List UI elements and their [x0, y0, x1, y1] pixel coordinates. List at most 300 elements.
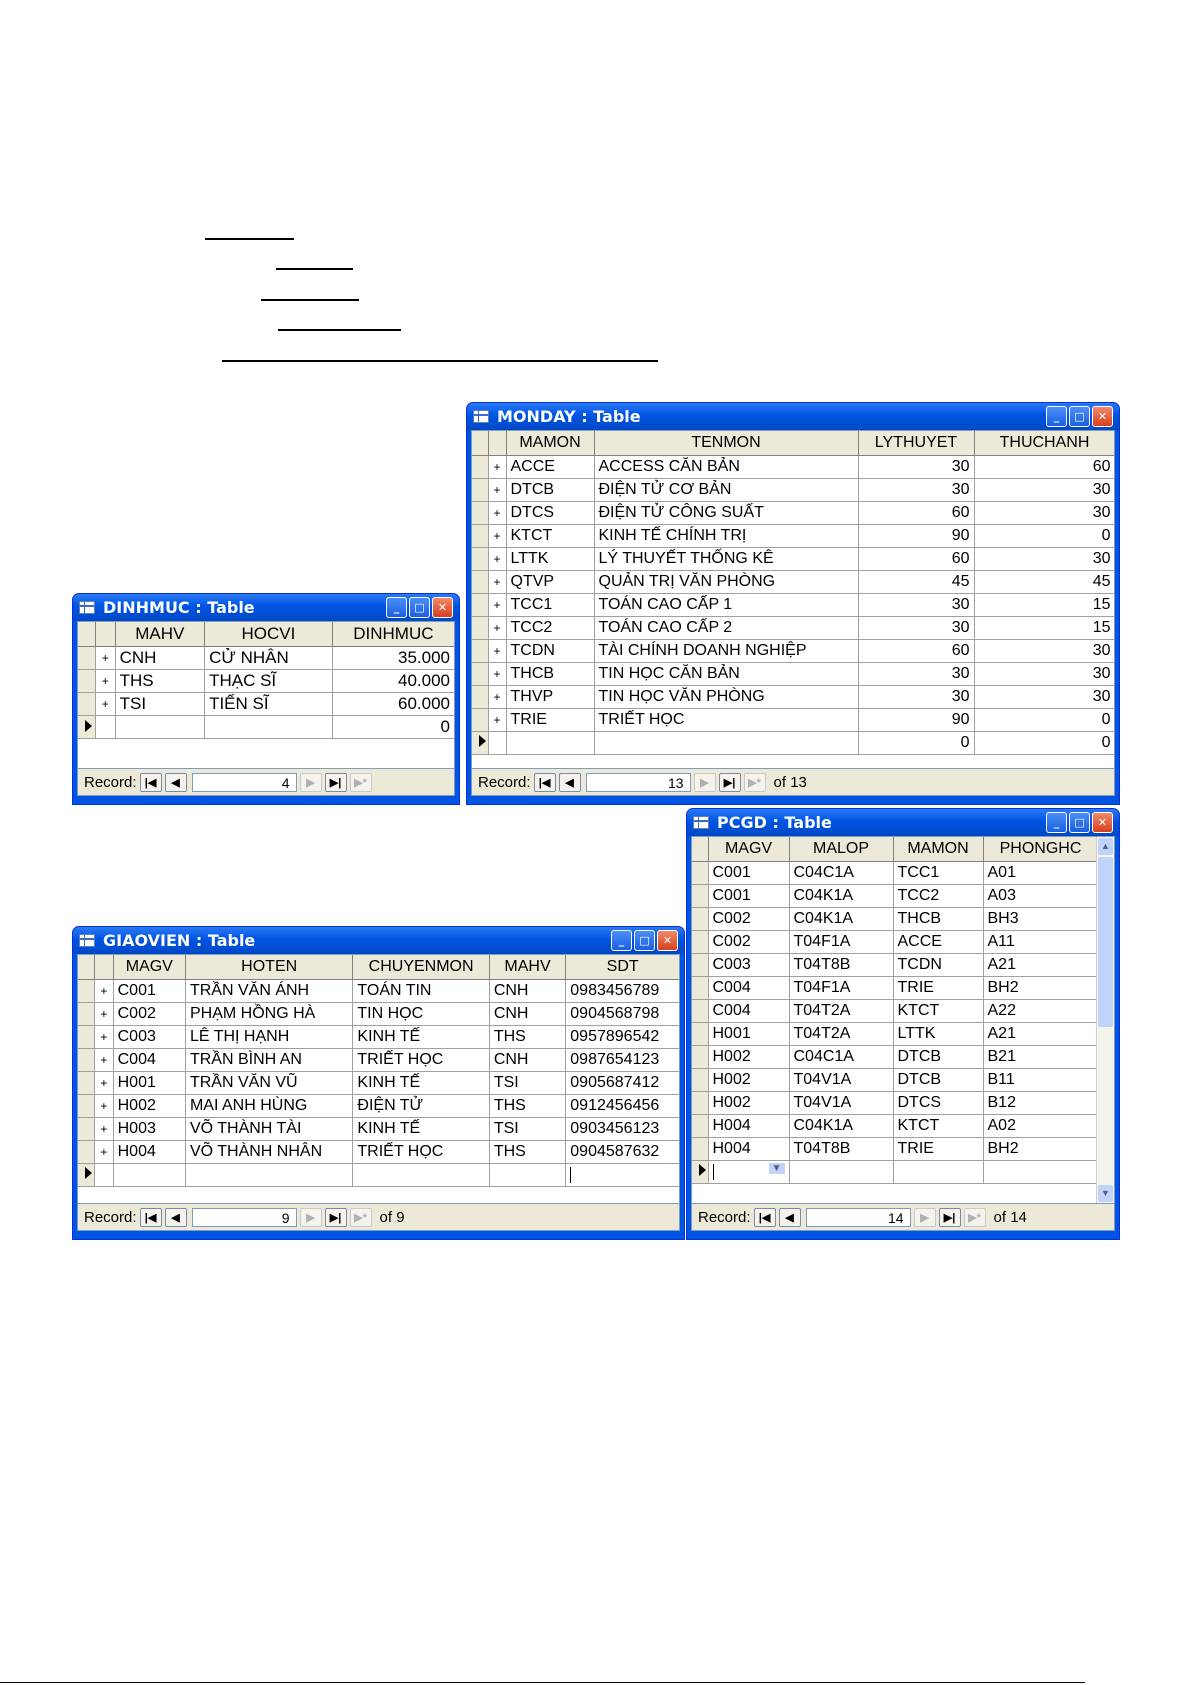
expand-icon[interactable]: +: [488, 525, 506, 548]
cell[interactable]: TSI: [489, 1118, 565, 1141]
row-selector[interactable]: [692, 954, 708, 977]
pcgd-titlebar[interactable]: [687, 809, 1119, 836]
row-selector[interactable]: [692, 931, 708, 954]
table-row[interactable]: [692, 1069, 1098, 1092]
table-row[interactable]: [692, 1138, 1098, 1161]
row-selector[interactable]: [78, 1095, 95, 1118]
cell[interactable]: 90: [858, 709, 974, 732]
cell[interactable]: [113, 1164, 185, 1187]
cell[interactable]: 0: [332, 716, 454, 739]
cell[interactable]: 15: [974, 594, 1115, 617]
column-header-thuchanh[interactable]: THUCHANH: [974, 431, 1115, 456]
cell[interactable]: 30: [858, 686, 974, 709]
cell[interactable]: C004: [708, 977, 789, 1000]
table-row[interactable]: [78, 1003, 680, 1026]
row-selector[interactable]: [472, 663, 488, 686]
cell[interactable]: KINH TẾ: [353, 1026, 489, 1049]
table-row[interactable]: [692, 931, 1098, 954]
cell[interactable]: QUẢN TRỊ VĂN PHÒNG: [594, 571, 858, 594]
table-row[interactable]: [78, 693, 455, 716]
table-row[interactable]: [78, 1095, 680, 1118]
close-icon[interactable]: ✕: [432, 597, 453, 618]
new-record-row[interactable]: [692, 1161, 1098, 1184]
first-record-icon[interactable]: |◀: [140, 773, 162, 792]
table-row[interactable]: [692, 1046, 1098, 1069]
table-row[interactable]: [472, 686, 1115, 709]
cell[interactable]: A03: [983, 885, 1098, 908]
column-header-tenmon[interactable]: TENMON: [594, 431, 858, 456]
expand-icon[interactable]: +: [95, 1141, 114, 1164]
row-selector[interactable]: [78, 1141, 95, 1164]
column-header-lythuyet[interactable]: LYTHUYET: [858, 431, 974, 456]
cell[interactable]: TIN HỌC: [353, 1003, 489, 1026]
cell[interactable]: 30: [974, 686, 1115, 709]
row-selector[interactable]: [692, 908, 708, 931]
cell[interactable]: 15: [974, 617, 1115, 640]
maximize-icon[interactable]: □: [1069, 812, 1090, 833]
table-row[interactable]: [78, 980, 680, 1003]
expand-icon[interactable]: +: [95, 693, 115, 716]
maximize-icon[interactable]: □: [409, 597, 430, 618]
expand-icon[interactable]: +: [488, 686, 506, 709]
cell[interactable]: LTTK: [506, 548, 594, 571]
expand-icon[interactable]: +: [95, 1003, 114, 1026]
cell[interactable]: 0957896542: [566, 1026, 680, 1049]
cell[interactable]: C004: [113, 1049, 185, 1072]
cell[interactable]: A02: [983, 1115, 1098, 1138]
table-row[interactable]: [472, 663, 1115, 686]
next-record-icon[interactable]: ▶: [300, 1208, 322, 1227]
cell[interactable]: TIN HỌC CĂN BẢN: [594, 663, 858, 686]
table-row[interactable]: [472, 571, 1115, 594]
record-number-input[interactable]: 14: [806, 1208, 911, 1227]
expand-icon[interactable]: +: [95, 1118, 114, 1141]
cell[interactable]: 30: [858, 479, 974, 502]
cell[interactable]: TRIẾT HỌC: [594, 709, 858, 732]
row-selector[interactable]: [78, 1118, 95, 1141]
row-selector[interactable]: [692, 1092, 708, 1115]
vertical-scrollbar[interactable]: [1096, 837, 1114, 1203]
row-selector[interactable]: [78, 647, 95, 670]
row-selector[interactable]: [78, 980, 95, 1003]
next-record-icon[interactable]: ▶: [914, 1208, 936, 1227]
cell[interactable]: THS: [489, 1141, 565, 1164]
expand-icon[interactable]: +: [95, 980, 114, 1003]
table-row[interactable]: [692, 1115, 1098, 1138]
previous-record-icon[interactable]: ◀: [165, 773, 187, 792]
cell[interactable]: THCB: [893, 908, 983, 931]
row-selector[interactable]: [692, 1115, 708, 1138]
last-record-icon[interactable]: ▶|: [325, 1208, 347, 1227]
close-icon[interactable]: ✕: [1092, 812, 1113, 833]
row-selector[interactable]: [472, 594, 488, 617]
cell[interactable]: ACCE: [506, 456, 594, 479]
table-row[interactable]: [78, 1141, 680, 1164]
row-selector[interactable]: [78, 693, 95, 716]
cell[interactable]: H003: [113, 1118, 185, 1141]
expand-icon[interactable]: +: [488, 479, 506, 502]
cell[interactable]: DTCS: [506, 502, 594, 525]
first-record-icon[interactable]: |◀: [754, 1208, 776, 1227]
cell[interactable]: 30: [858, 663, 974, 686]
cell[interactable]: LÝ THUYẾT THỐNG KÊ: [594, 548, 858, 571]
row-selector[interactable]: [78, 1049, 95, 1072]
row-selector[interactable]: [472, 456, 488, 479]
cell[interactable]: VÕ THÀNH TÀI: [185, 1118, 352, 1141]
cell[interactable]: TOÁN CAO CẤP 2: [594, 617, 858, 640]
cell[interactable]: TCC1: [893, 862, 983, 885]
last-record-icon[interactable]: ▶|: [325, 773, 347, 792]
cell[interactable]: [185, 1164, 352, 1187]
table-row[interactable]: [472, 479, 1115, 502]
cell[interactable]: [983, 1161, 1098, 1184]
cell[interactable]: C04K1A: [789, 908, 893, 931]
close-icon[interactable]: ✕: [1092, 406, 1113, 427]
cell[interactable]: TOÁN TIN: [353, 980, 489, 1003]
cell[interactable]: KINH TẾ: [353, 1118, 489, 1141]
row-selector[interactable]: [692, 977, 708, 1000]
expand-icon[interactable]: +: [488, 571, 506, 594]
expand-icon[interactable]: +: [488, 640, 506, 663]
cell[interactable]: 0905687412: [566, 1072, 680, 1095]
column-header-malop[interactable]: MALOP: [789, 837, 893, 862]
cell[interactable]: C004: [708, 1000, 789, 1023]
cell[interactable]: 0983456789: [566, 980, 680, 1003]
cell[interactable]: ĐIỆN TỬ CƠ BẢN: [594, 479, 858, 502]
cell[interactable]: THCB: [506, 663, 594, 686]
cell[interactable]: 40.000: [332, 670, 454, 693]
row-selector[interactable]: [472, 709, 488, 732]
table-row[interactable]: [78, 1026, 680, 1049]
cell[interactable]: C002: [113, 1003, 185, 1026]
cell[interactable]: ĐIỆN TỬ: [353, 1095, 489, 1118]
cell[interactable]: LÊ THỊ HẠNH: [185, 1026, 352, 1049]
cell[interactable]: 90: [858, 525, 974, 548]
cell[interactable]: [488, 732, 506, 755]
cell[interactable]: TIẾN SĨ: [205, 693, 333, 716]
cell[interactable]: DTCB: [893, 1069, 983, 1092]
cell[interactable]: C04C1A: [789, 862, 893, 885]
maximize-icon[interactable]: □: [1069, 406, 1090, 427]
cell[interactable]: T04T2A: [789, 1000, 893, 1023]
cell[interactable]: [594, 732, 858, 755]
cell[interactable]: BH3: [983, 908, 1098, 931]
cell[interactable]: ACCESS CĂN BẢN: [594, 456, 858, 479]
cell[interactable]: T04F1A: [789, 977, 893, 1000]
row-selector[interactable]: [78, 1003, 95, 1026]
giaovien-titlebar[interactable]: [73, 927, 684, 954]
cell[interactable]: LTTK: [893, 1023, 983, 1046]
table-row[interactable]: [472, 594, 1115, 617]
cell[interactable]: TCDN: [506, 640, 594, 663]
minimize-icon[interactable]: _: [611, 930, 632, 951]
cell[interactable]: TOÁN CAO CẤP 1: [594, 594, 858, 617]
cell[interactable]: CNH: [489, 1003, 565, 1026]
cell[interactable]: 60: [974, 456, 1115, 479]
expand-icon[interactable]: +: [488, 709, 506, 732]
first-record-icon[interactable]: |◀: [140, 1208, 162, 1227]
column-header-chuyenmon[interactable]: CHUYENMON: [353, 955, 489, 980]
row-selector[interactable]: [692, 1069, 708, 1092]
record-number-input[interactable]: 13: [586, 773, 691, 792]
cell[interactable]: 0904587632: [566, 1141, 680, 1164]
cell[interactable]: TRẦN BÌNH AN: [185, 1049, 352, 1072]
cell[interactable]: THS: [115, 670, 204, 693]
cell[interactable]: TRIE: [893, 977, 983, 1000]
cell[interactable]: TSI: [489, 1072, 565, 1095]
record-number-input[interactable]: 9: [192, 1208, 297, 1227]
cell[interactable]: THS: [489, 1095, 565, 1118]
cell[interactable]: TRIẾT HỌC: [353, 1141, 489, 1164]
cell[interactable]: [115, 716, 204, 739]
cell[interactable]: KINH TẾ: [353, 1072, 489, 1095]
previous-record-icon[interactable]: ◀: [779, 1208, 801, 1227]
next-record-icon[interactable]: ▶: [300, 773, 322, 792]
cell[interactable]: [789, 1161, 893, 1184]
table-row[interactable]: [692, 862, 1098, 885]
cell[interactable]: [893, 1161, 983, 1184]
cell[interactable]: 30: [974, 502, 1115, 525]
cell[interactable]: TCC2: [506, 617, 594, 640]
cell[interactable]: TRẦN VĂN VŨ: [185, 1072, 352, 1095]
cell[interactable]: 0987654123: [566, 1049, 680, 1072]
cell[interactable]: [506, 732, 594, 755]
row-selector[interactable]: [692, 1000, 708, 1023]
giaovien-window[interactable]: [72, 926, 685, 1240]
cell[interactable]: TRIẾT HỌC: [353, 1049, 489, 1072]
cell[interactable]: T04T8B: [789, 954, 893, 977]
cell[interactable]: 30: [858, 617, 974, 640]
table-row[interactable]: [78, 647, 455, 670]
scroll-up-icon[interactable]: ▲: [1098, 838, 1113, 855]
table-row[interactable]: [692, 1092, 1098, 1115]
cell[interactable]: 30: [858, 456, 974, 479]
table-row[interactable]: [692, 954, 1098, 977]
cell[interactable]: 60: [858, 502, 974, 525]
cell[interactable]: MAI ANH HÙNG: [185, 1095, 352, 1118]
cell[interactable]: [95, 716, 115, 739]
cell[interactable]: 0912456456: [566, 1095, 680, 1118]
column-header-mamon[interactable]: MAMON: [506, 431, 594, 456]
cell[interactable]: BH2: [983, 1138, 1098, 1161]
pcgd-grid[interactable]: [691, 836, 1115, 1204]
table-row[interactable]: [78, 1049, 680, 1072]
cell[interactable]: TSI: [115, 693, 204, 716]
cell[interactable]: THVP: [506, 686, 594, 709]
select-all-cell[interactable]: [472, 431, 488, 456]
row-selector[interactable]: [78, 1026, 95, 1049]
new-record-icon[interactable]: ▶*: [744, 773, 766, 792]
table-row[interactable]: [472, 709, 1115, 732]
cell[interactable]: A21: [983, 1023, 1098, 1046]
cell[interactable]: 0: [974, 732, 1115, 755]
cell[interactable]: TRẦN VĂN ÁNH: [185, 980, 352, 1003]
minimize-icon[interactable]: _: [1046, 812, 1067, 833]
cell[interactable]: THS: [489, 1026, 565, 1049]
row-selector[interactable]: [692, 1023, 708, 1046]
cell[interactable]: H001: [708, 1023, 789, 1046]
select-all-cell[interactable]: [78, 622, 95, 647]
last-record-icon[interactable]: ▶|: [939, 1208, 961, 1227]
cell[interactable]: T04T2A: [789, 1023, 893, 1046]
cell[interactable]: TCC1: [506, 594, 594, 617]
cell[interactable]: A21: [983, 954, 1098, 977]
cell[interactable]: TIN HỌC VĂN PHÒNG: [594, 686, 858, 709]
cell[interactable]: PHẠM HỒNG HÀ: [185, 1003, 352, 1026]
expand-icon[interactable]: +: [488, 594, 506, 617]
cell[interactable]: 30: [974, 663, 1115, 686]
table-row[interactable]: [472, 640, 1115, 663]
cell[interactable]: [353, 1164, 489, 1187]
expand-icon[interactable]: +: [488, 617, 506, 640]
cell[interactable]: 0904568798: [566, 1003, 680, 1026]
row-selector[interactable]: [692, 1046, 708, 1069]
cell[interactable]: TCC2: [893, 885, 983, 908]
row-selector[interactable]: [472, 548, 488, 571]
cell[interactable]: KTCT: [506, 525, 594, 548]
table-row[interactable]: [692, 977, 1098, 1000]
table-row[interactable]: [692, 885, 1098, 908]
cell[interactable]: DTCB: [893, 1046, 983, 1069]
cell[interactable]: C04C1A: [789, 1046, 893, 1069]
cell[interactable]: 0: [974, 525, 1115, 548]
cell[interactable]: C003: [113, 1026, 185, 1049]
cell[interactable]: H001: [113, 1072, 185, 1095]
cell[interactable]: 30: [974, 548, 1115, 571]
column-header-mahv[interactable]: MAHV: [489, 955, 565, 980]
cell[interactable]: DTCB: [506, 479, 594, 502]
monday-titlebar[interactable]: [467, 403, 1119, 430]
cell[interactable]: B21: [983, 1046, 1098, 1069]
monday-window[interactable]: [466, 402, 1120, 805]
cell[interactable]: H002: [708, 1092, 789, 1115]
cell[interactable]: H002: [708, 1069, 789, 1092]
expand-icon[interactable]: +: [488, 663, 506, 686]
dinhmuc-titlebar[interactable]: [73, 594, 459, 621]
expand-icon[interactable]: +: [95, 1049, 114, 1072]
row-selector[interactable]: [692, 1138, 708, 1161]
cell[interactable]: 30: [974, 640, 1115, 663]
cell[interactable]: [95, 1164, 114, 1187]
cell[interactable]: [205, 716, 333, 739]
cell[interactable]: 45: [974, 571, 1115, 594]
column-header-mamon[interactable]: MAMON: [893, 837, 983, 862]
expand-icon[interactable]: +: [95, 1095, 114, 1118]
cell[interactable]: C001: [708, 885, 789, 908]
first-record-icon[interactable]: |◀: [534, 773, 556, 792]
cell[interactable]: T04F1A: [789, 931, 893, 954]
dinhmuc-grid[interactable]: [77, 621, 455, 769]
table-row[interactable]: [472, 548, 1115, 571]
cell[interactable]: 35.000: [332, 647, 454, 670]
cell[interactable]: 60: [858, 640, 974, 663]
cell[interactable]: KTCT: [893, 1115, 983, 1138]
cell[interactable]: C003: [708, 954, 789, 977]
table-row[interactable]: [472, 502, 1115, 525]
cell[interactable]: CNH: [115, 647, 204, 670]
row-selector[interactable]: [78, 1072, 95, 1095]
row-selector[interactable]: [472, 479, 488, 502]
expand-icon[interactable]: +: [95, 1026, 114, 1049]
select-all-cell[interactable]: [78, 955, 95, 980]
cell[interactable]: CNH: [489, 980, 565, 1003]
expand-icon[interactable]: +: [488, 502, 506, 525]
cell[interactable]: CNH: [489, 1049, 565, 1072]
table-row[interactable]: [472, 456, 1115, 479]
cell[interactable]: KTCT: [893, 1000, 983, 1023]
cell[interactable]: ACCE: [893, 931, 983, 954]
cell[interactable]: H002: [113, 1095, 185, 1118]
row-selector[interactable]: [692, 885, 708, 908]
column-header-hocvi[interactable]: HOCVI: [205, 622, 333, 647]
new-record-icon[interactable]: ▶*: [964, 1208, 986, 1227]
column-header-sdt[interactable]: SDT: [566, 955, 680, 980]
cell[interactable]: A01: [983, 862, 1098, 885]
row-selector[interactable]: [472, 502, 488, 525]
new-record-row[interactable]: [78, 1164, 680, 1187]
cell[interactable]: B12: [983, 1092, 1098, 1115]
cell[interactable]: [708, 1161, 789, 1184]
column-header-magv[interactable]: MAGV: [113, 955, 185, 980]
column-header-dinhmuc[interactable]: DINHMUC: [332, 622, 454, 647]
row-selector[interactable]: [472, 686, 488, 709]
cell[interactable]: BH2: [983, 977, 1098, 1000]
new-record-icon[interactable]: ▶*: [350, 773, 372, 792]
cell[interactable]: A11: [983, 931, 1098, 954]
last-record-icon[interactable]: ▶|: [719, 773, 741, 792]
monday-grid[interactable]: [471, 430, 1115, 769]
cell[interactable]: 0903456123: [566, 1118, 680, 1141]
cell[interactable]: H004: [708, 1138, 789, 1161]
cell[interactable]: T04V1A: [789, 1069, 893, 1092]
previous-record-icon[interactable]: ◀: [165, 1208, 187, 1227]
new-record-icon[interactable]: ▶*: [350, 1208, 372, 1227]
minimize-icon[interactable]: _: [386, 597, 407, 618]
cell[interactable]: C002: [708, 908, 789, 931]
column-header-phonghc[interactable]: PHONGHC: [983, 837, 1098, 862]
cell[interactable]: 0: [858, 732, 974, 755]
row-selector[interactable]: [472, 525, 488, 548]
scroll-down-icon[interactable]: ▼: [1098, 1185, 1113, 1202]
cell[interactable]: H004: [113, 1141, 185, 1164]
cell[interactable]: 60: [858, 548, 974, 571]
cell[interactable]: TCDN: [893, 954, 983, 977]
cell[interactable]: T04V1A: [789, 1092, 893, 1115]
cell[interactable]: CỬ NHÂN: [205, 647, 333, 670]
row-selector[interactable]: [692, 862, 708, 885]
expand-icon[interactable]: +: [95, 1072, 114, 1095]
row-selector[interactable]: [78, 670, 95, 693]
table-row[interactable]: [692, 1023, 1098, 1046]
cell[interactable]: C001: [113, 980, 185, 1003]
pcgd-window[interactable]: [686, 808, 1120, 1240]
cell[interactable]: T04T8B: [789, 1138, 893, 1161]
table-row[interactable]: [692, 1000, 1098, 1023]
previous-record-icon[interactable]: ◀: [559, 773, 581, 792]
table-row[interactable]: [78, 670, 455, 693]
cell[interactable]: TRIE: [893, 1138, 983, 1161]
table-row[interactable]: [78, 1118, 680, 1141]
cell[interactable]: KINH TẾ CHÍNH TRỊ: [594, 525, 858, 548]
cell[interactable]: DTCS: [893, 1092, 983, 1115]
column-header-hoten[interactable]: HOTEN: [185, 955, 352, 980]
dinhmuc-window[interactable]: [72, 593, 460, 805]
close-icon[interactable]: ✕: [657, 930, 678, 951]
cell[interactable]: QTVP: [506, 571, 594, 594]
cell[interactable]: [566, 1164, 680, 1187]
table-row[interactable]: [472, 525, 1115, 548]
row-selector[interactable]: [472, 571, 488, 594]
